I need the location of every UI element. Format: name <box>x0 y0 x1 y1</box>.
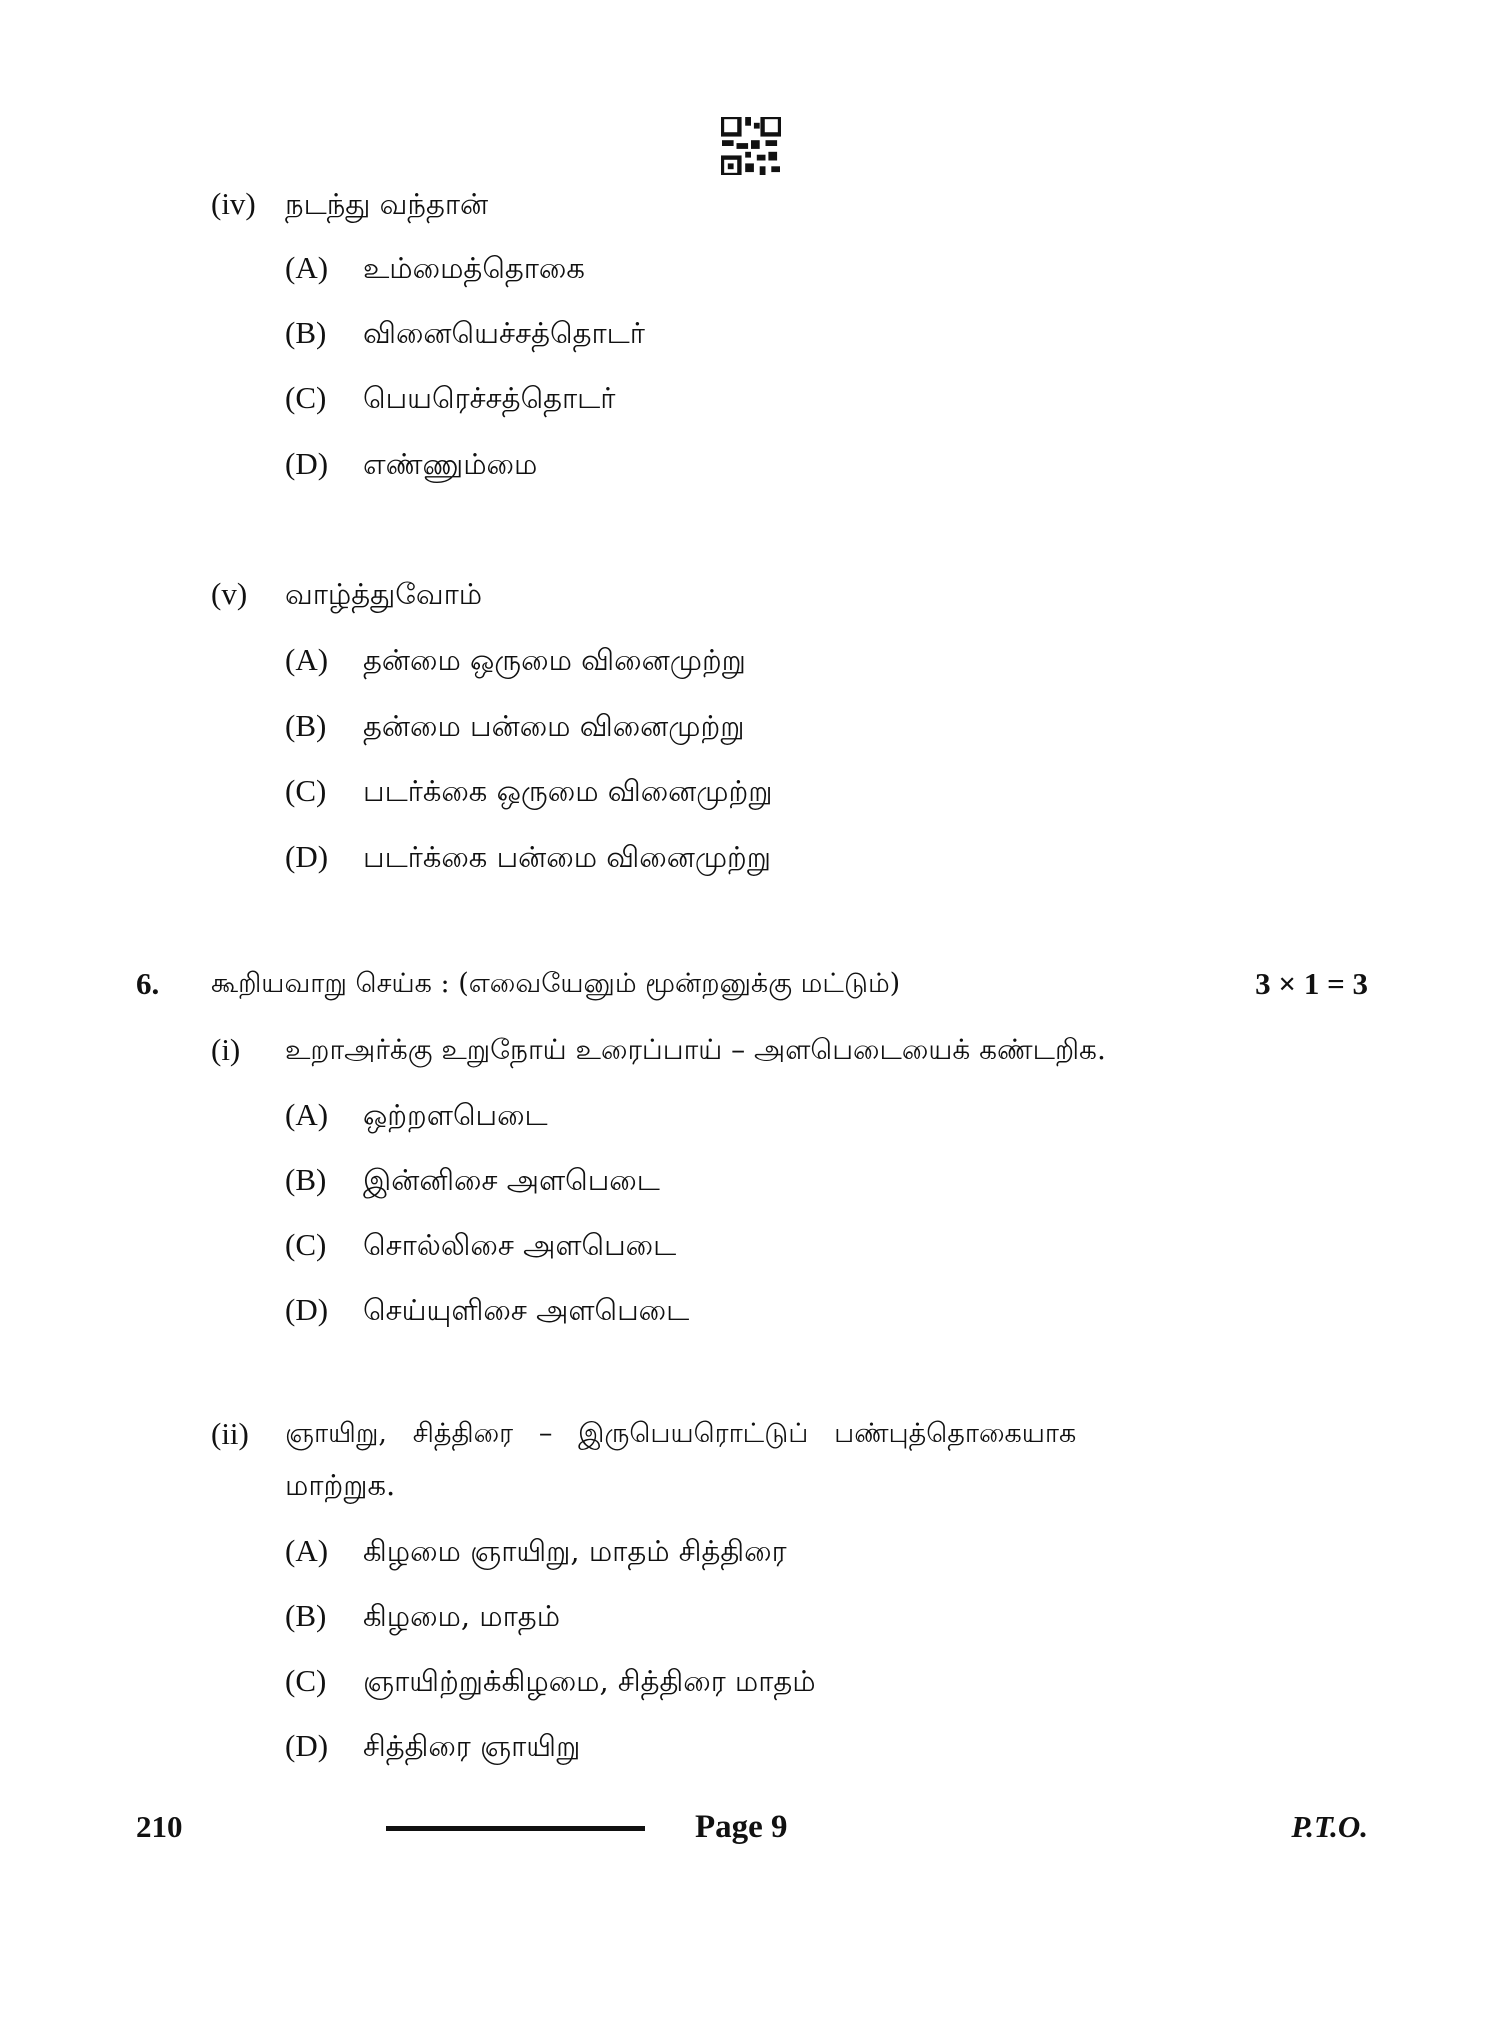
option-text: உம்மைத்தொகை <box>363 251 585 285</box>
question-label: (i) <box>211 1032 241 1067</box>
option-text: தன்மை ஒருமை வினைமுற்று <box>363 643 746 677</box>
option-label: (A) <box>285 250 329 285</box>
page-number: Page 9 <box>695 1809 788 1845</box>
section-number: 6. <box>136 966 160 1001</box>
option-label: (A) <box>285 642 329 677</box>
option-text: படர்க்கை பன்மை வினைமுற்று <box>363 840 772 874</box>
question-label: (iv) <box>211 186 256 221</box>
option-label: (D) <box>285 1728 329 1763</box>
section-marks: 3 × 1 = 3 <box>1255 966 1368 1001</box>
option-label: (A) <box>285 1097 329 1132</box>
option-text: எண்ணும்மை <box>363 447 538 481</box>
option-label: (C) <box>285 773 327 808</box>
question-text: உறாஅர்க்கு உறுநோய் உரைப்பாய் – அளபெடையைக் கண்டறிக. <box>285 1033 1106 1066</box>
footer-rule <box>386 1826 645 1831</box>
qr-code-icon <box>721 117 781 175</box>
question-label: (ii) <box>211 1416 249 1451</box>
question-label: (v) <box>211 576 248 611</box>
question-text: வாழ்த்துவோம் <box>285 577 483 611</box>
option-label: (B) <box>285 1162 327 1197</box>
option-text: சொல்லிசை அளபெடை <box>363 1228 677 1262</box>
option-text: சித்திரை ஞாயிறு <box>363 1729 581 1763</box>
option-label: (B) <box>285 1598 327 1633</box>
option-text: செய்யுளிசை அளபெடை <box>363 1293 690 1327</box>
question-text-line2: மாற்றுக. <box>285 1468 396 1502</box>
option-label: (A) <box>285 1533 329 1568</box>
option-text: கிழமை, மாதம் <box>363 1599 561 1633</box>
option-text: பெயரெச்சத்தொடர் <box>363 381 616 415</box>
option-label: (C) <box>285 1663 327 1698</box>
paper-code: 210 <box>136 1809 183 1844</box>
section-instruction: கூறியவாறு செய்க : (எவையேனும் மூன்றனுக்கு மட்டும்) <box>211 968 901 999</box>
option-label: (D) <box>285 839 329 874</box>
question-text: நடந்து வந்தான் <box>285 187 489 221</box>
pto-label: P.T.O. <box>1291 1809 1368 1844</box>
option-label: (C) <box>285 380 327 415</box>
option-label: (D) <box>285 1292 329 1327</box>
option-text: ஞாயிற்றுக்கிழமை, சித்திரை மாதம் <box>363 1664 816 1698</box>
option-text: இன்னிசை அளபெடை <box>363 1163 660 1197</box>
option-text: கிழமை ஞாயிறு, மாதம் சித்திரை <box>363 1534 787 1568</box>
option-label: (D) <box>285 446 329 481</box>
option-text: தன்மை பன்மை வினைமுற்று <box>363 709 745 743</box>
option-label: (B) <box>285 708 327 743</box>
question-text-line1: ஞாயிறு, சித்திரை – இருபெயரொட்டுப் பண்புத்தொகையாக <box>285 1418 1077 1449</box>
option-text: வினையெச்சத்தொடர் <box>363 316 645 350</box>
option-text: படர்க்கை ஒருமை வினைமுற்று <box>363 774 773 808</box>
option-text: ஒற்றளபெடை <box>363 1098 548 1132</box>
option-label: (C) <box>285 1227 327 1262</box>
option-label: (B) <box>285 315 327 350</box>
